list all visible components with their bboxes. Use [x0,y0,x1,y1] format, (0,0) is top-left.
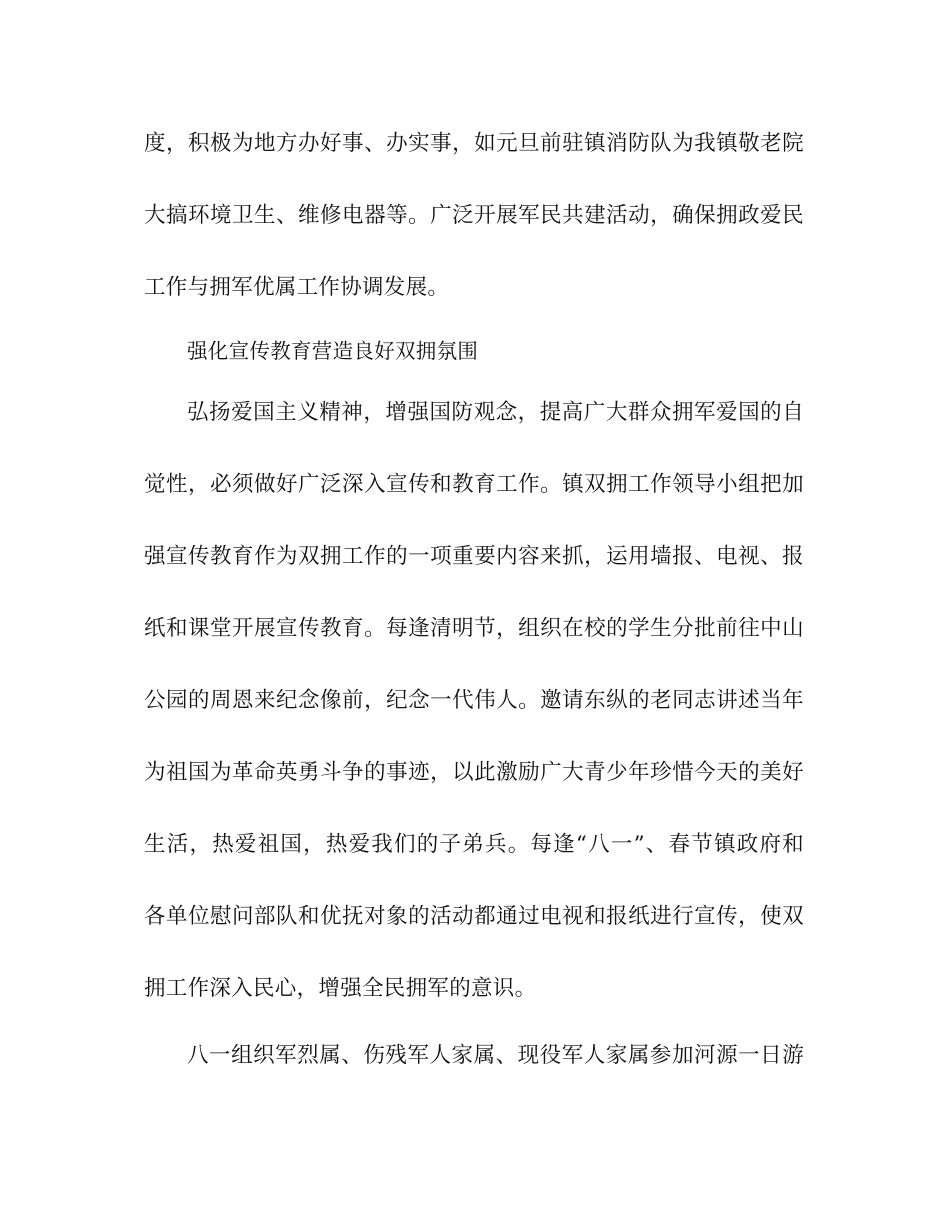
section-heading: 强化宣传教育营造良好双拥氛围 [187,339,479,363]
text-line-5: 弘扬爱国主义精神，增强国防观念，提高广大群众拥军爱国的自 [187,400,804,425]
text-line-7: 强宣传教育作为双拥工作的一项重要内容来抓，运用墙报、电视、报 [144,544,804,569]
text-line-12: 各单位慰问部队和优抚对象的活动都通过电视和报纸进行宣传，使双 [144,904,804,929]
text-line-10: 为祖国为革命英勇斗争的事迹，以此激励广大青少年珍惜今天的美好 [144,760,804,785]
text-line-13: 拥工作深入民心，增强全民拥军的意识。 [144,976,537,1001]
text-line-6: 觉性，必须做好广泛深入宣传和教育工作。镇双拥工作领导小组把加 [144,472,804,497]
text-line-2: 大搞环境卫生、维修电器等。广泛开展军民共建活动，确保拥政爱民 [144,203,804,228]
text-line-14: 八一组织军烈属、伤残军人家属、现役军人家属参加河源一日游 [187,1043,804,1068]
text-line-3: 工作与拥军优属工作协调发展。 [144,275,450,300]
text-line-9: 公园的周恩来纪念像前，纪念一代伟人。邀请东纵的老同志讲述当年 [144,688,804,713]
text-line-1: 度，积极为地方办好事、办实事，如元旦前驻镇消防队为我镇敬老院 [144,131,804,156]
text-line-8: 纸和课堂开展宣传教育。每逢清明节，组织在校的学生分批前往中山 [144,616,804,641]
text-line-11: 生活，热爱祖国，热爱我们的子弟兵。每逢“八一”、春节镇政府和 [144,832,804,857]
